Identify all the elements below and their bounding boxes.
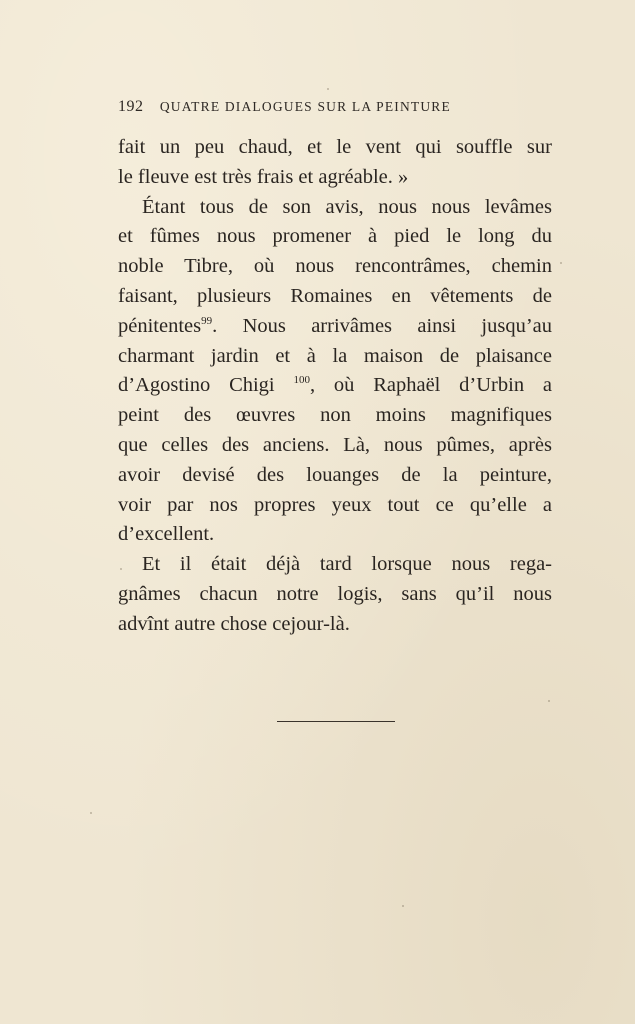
text-line: d’excellent. <box>118 523 215 546</box>
footnote-ref[interactable]: 99 <box>201 314 213 327</box>
text-line: noble Tibre, où nous rencontrâmes, chemin <box>118 255 552 278</box>
text-line: gnâmes chacun notre logis, sans qu’il nous <box>118 582 552 605</box>
running-head <box>118 98 558 116</box>
running-title: QUATRE DIALOGUES SUR LA PEINTURE <box>159 99 451 114</box>
text-line: fait un peu chaud, et le vent qui souffle sur <box>118 136 552 158</box>
text-line: voir par nos propres yeux tout ce qu’elle a <box>118 493 552 516</box>
text-line: d’Agostino Chigi $^{100}$, où Raphaël d’Urbin a <box>118 374 552 397</box>
paper-speck <box>560 262 562 264</box>
paper-speck <box>90 812 92 814</box>
text-line: avoir devisé des louanges de la peinture, <box>118 463 552 486</box>
paper-speck <box>548 700 550 702</box>
text-line: charmant jardin et à la maison de plaisance <box>118 344 552 367</box>
text-line: peint des œuvres non moins magnifiques <box>118 404 552 427</box>
text-line: et fûmes nous promener à pied le long du <box>118 225 552 248</box>
text-line: pénitentes$^{99}$. Nous arrivâmes ainsi jusqu’au <box>118 314 552 337</box>
text-line: Et il était déjà tard lorsque nous rega- <box>142 553 552 576</box>
paper-speck <box>120 568 122 570</box>
text-line: advînt autre chose cejour-là. <box>118 612 350 635</box>
text-line: Étant tous de son avis, nous nous levâmes <box>142 195 552 218</box>
page-number: 192 <box>118 98 144 115</box>
body-text <box>118 133 552 640</box>
text-line: que celles des anciens. Là, nous pûmes, après <box>118 433 552 456</box>
end-rule <box>277 721 395 722</box>
paper-speck <box>327 88 329 90</box>
footnote-ref[interactable]: 100 <box>293 374 310 387</box>
text-line: le fleuve est très frais et agréable. » <box>118 165 409 188</box>
text-line: faisant, plusieurs Romaines en vêtements de <box>118 284 552 307</box>
paper-speck <box>402 905 404 907</box>
